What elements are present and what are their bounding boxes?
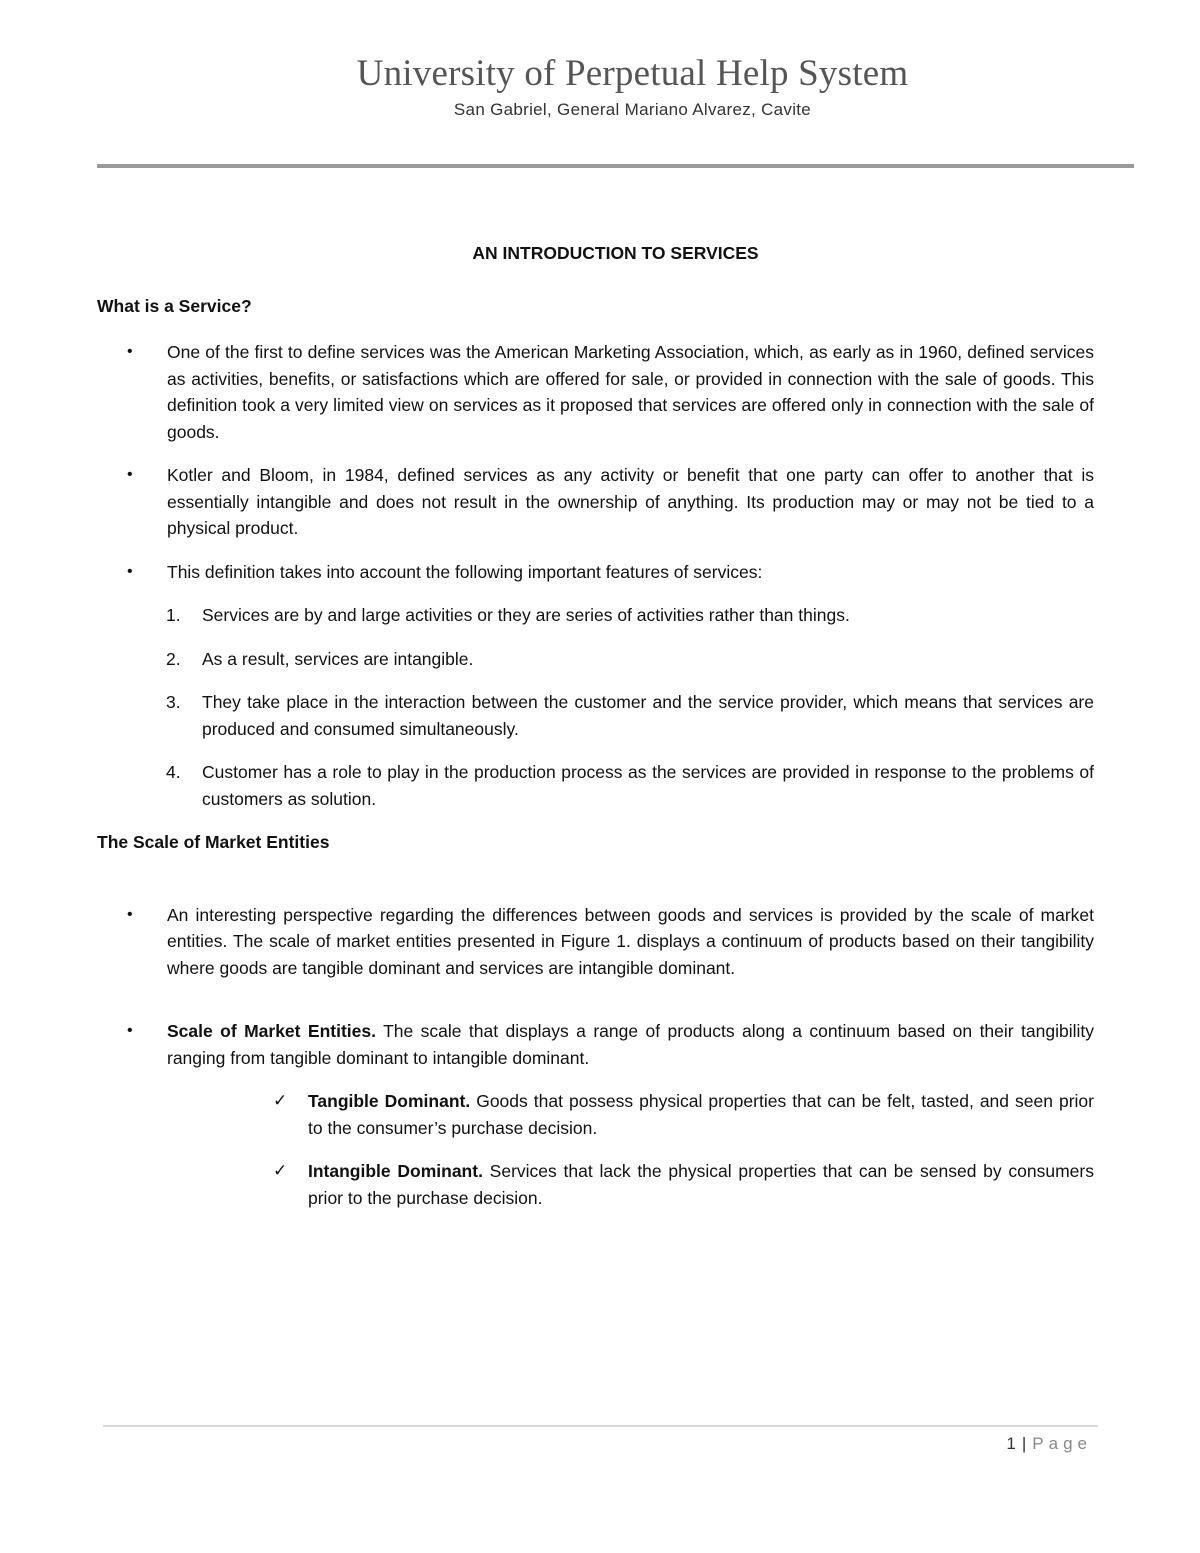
bullet-text: The scale that displays a range of products along a continuum based on their tangibility ranging from tangible dominant to intangible dominant. — [167, 1021, 1094, 1068]
university-address: San Gabriel, General Mariano Alvarez, Cavite — [453, 100, 812, 119]
bullet-icon: • — [127, 905, 133, 923]
list-item — [97, 559, 1094, 586]
list-item — [97, 902, 1094, 982]
checkmark-icon: ✓ — [273, 1161, 288, 1180]
list-item — [97, 339, 1094, 445]
term-label: Tangible Dominant. — [308, 1091, 471, 1111]
service-definition-list — [97, 339, 1094, 585]
bullet-text: An interesting perspective regarding the differences between goods and services is provided by the scale of market entities. The scale of market entities presented in Figure 1. displays a continuum of products based on their tangibility where goods are tangible dominant and services are intangible dominant. — [167, 904, 1094, 978]
list-item — [97, 646, 1094, 673]
footer-divider — [103, 1425, 1098, 1427]
spacer — [97, 876, 1094, 902]
header-divider — [97, 164, 1134, 168]
feature-text: Customer has a role to play in the production process as the services are provided in response to the problems of customers as solution. — [202, 762, 1094, 809]
list-item — [97, 689, 1094, 742]
feature-text: They take place in the interaction between the customer and the service provider, which means that services are produced and consumed simultaneously. — [202, 692, 1094, 739]
feature-text: Services are by and large activities or they are series of activities rather than things. — [202, 605, 850, 625]
list-item — [97, 602, 1094, 629]
footer-separator: | — [1021, 1434, 1027, 1453]
bullet-icon: • — [127, 466, 133, 483]
list-item — [97, 462, 1094, 542]
checkmark-icon: ✓ — [273, 1091, 288, 1110]
check-text: Goods that possess physical properties that can be felt, tasted, and seen prior to the consumer’s purchase decision. — [308, 1091, 1094, 1138]
document-body — [97, 240, 1094, 1228]
feature-text: As a result, services are intangible. — [202, 648, 474, 669]
document-title: AN INTRODUCTION TO SERVICES — [472, 243, 759, 263]
list-item — [97, 759, 1094, 812]
bullet-text: One of the first to define services was the American Marketing Association, which, as early as in 1960, defined services as activities, benefits, or satisfactions which are offered for sale, or provided in connection with the sale of goods. This definition took a very limited view on services as it proposed that services are offered only in connection with the sale of goods. — [167, 342, 1094, 442]
bullet-icon: • — [127, 562, 133, 580]
section-heading-scale-of-market-entities: The Scale of Market Entities — [97, 832, 330, 852]
bullet-icon: • — [127, 343, 133, 360]
page-number: 1 — [1006, 1434, 1016, 1453]
section-heading-what-is-service: What is a Service? — [97, 295, 252, 316]
list-number: 2. — [166, 648, 181, 669]
list-item — [97, 1018, 1094, 1071]
scale-definition-list — [97, 1018, 1094, 1071]
dominance-list — [97, 1088, 1094, 1211]
term-label: Scale of Market Entities. — [167, 1021, 376, 1041]
term-label: Intangible Dominant. — [308, 1161, 483, 1181]
features-list — [97, 602, 1094, 812]
list-item — [97, 1088, 1094, 1141]
university-name: University of Perpetual Help System — [356, 53, 909, 94]
scale-list — [97, 902, 1094, 982]
list-item — [97, 1158, 1094, 1211]
page-footer — [1006, 1434, 1092, 1454]
page-label: Page — [1032, 1434, 1092, 1453]
spacer — [97, 998, 1094, 1018]
list-number: 3. — [166, 692, 181, 712]
bullet-text: Kotler and Bloom, in 1984, defined services as any activity or benefit that one party can offer to another that is essentially intangible and does not result in the ownership of anything. Its production may or may not be tied to a physical product. — [167, 465, 1094, 538]
bullet-icon: • — [127, 1022, 133, 1039]
bullet-text: This definition takes into account the following important features of services: — [167, 561, 763, 582]
list-number: 1. — [166, 605, 181, 625]
check-text: Services that lack the physical properties that can be sensed by consumers prior to the purchase decision. — [308, 1161, 1094, 1208]
list-number: 4. — [166, 762, 181, 782]
